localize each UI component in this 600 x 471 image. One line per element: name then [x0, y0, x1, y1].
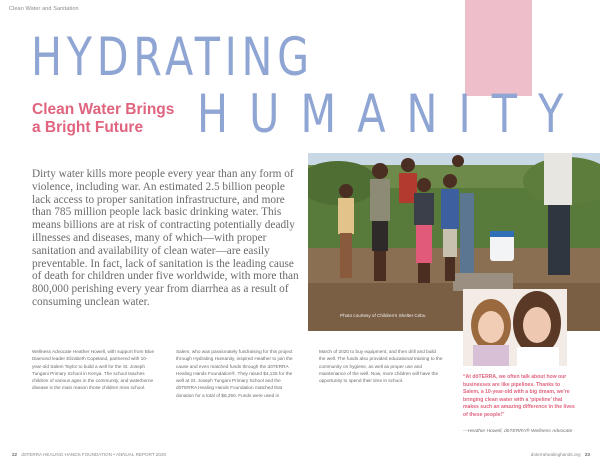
page-number-left: 22: [12, 452, 18, 457]
body-column-2: Salem, who was passionately fundraising for this project through Hydrating Humanity, inspired Heather to join the cause and even matched funds through the dōTERRA Healing Hands Foundation®. They raised $4,125 for the well at St. Joseph Tungani Primary School and the dōTERRA Healing Hands Foundation matched that donation for a total of $8,250. Funds were used in: [176, 349, 293, 398]
inset-portrait-photo: [463, 289, 567, 366]
body-column-3: March of 2020 to buy equipment, and then drill and build the well. The funds also provided educational training to the community on hygiene, as well as proper use and maintenance of the well. Now, more children will have the opportunity to spend their time in school.: [319, 349, 443, 384]
photo-credit: Photo courtesy of Children's Shelter Cebu: [340, 313, 426, 318]
lead-paragraph: Dirty water kills more people every year than any form of violence, including war. An estimated 2.5 billion people lack access to proper sanitation infrastructure, and more than 785 million people lack basic drinking water. This means billions are at risk of contracting potentially deadly illnesses and diseases, many of which—with proper sanitation and availability of clean water—are easily preventable. In fact, lack of sanitation is the leading cause of death for children under five worldwide, with more than 800,000 perishing every year from diarrhea as a result of consuming unclean water.: [32, 168, 299, 308]
body-column-1: Wellness Advocate Heather Howell, with support from Blue Diamond leader Elizabeth Copeland, partnered with 10-year-old Salem Taylor to build a well for the St. Joseph Tungani Primary School in Kenya. The school teaches children of various ages in the community, and waterborne disease is the main reason those children miss school.: [32, 349, 155, 391]
subtitle: Clean Water Brings a Bright Future: [32, 101, 175, 136]
footer-right: [531, 452, 590, 457]
footer-left: [12, 452, 166, 457]
page-number-right: 23: [584, 452, 590, 457]
pull-quote: “At dōTERRA, we often talk about how our businesses are like pipelines. Thanks to Salem, a 10-year-old with a big dream, we're bringing clean water with a ‘pipeline’ that makes such an amazing difference in the lives of these people!”: [463, 374, 575, 418]
section-label: Clean Water and Sanitation: [9, 6, 79, 12]
footer-right-text: doterrahealinghands.org: [530, 452, 581, 457]
quote-attribution: —Heather Howell, dōTERRA® Wellness Advocate: [463, 429, 573, 434]
portrait-illustration: [463, 289, 567, 366]
title-line-2: HUMANITY: [197, 84, 585, 145]
decorative-pink-block: [465, 0, 532, 96]
title-line-1: HYDRATING: [31, 27, 314, 88]
footer-left-text: dōTERRA HEALING HANDS FOUNDATION • ANNUAL REPORT 2020: [21, 452, 167, 457]
